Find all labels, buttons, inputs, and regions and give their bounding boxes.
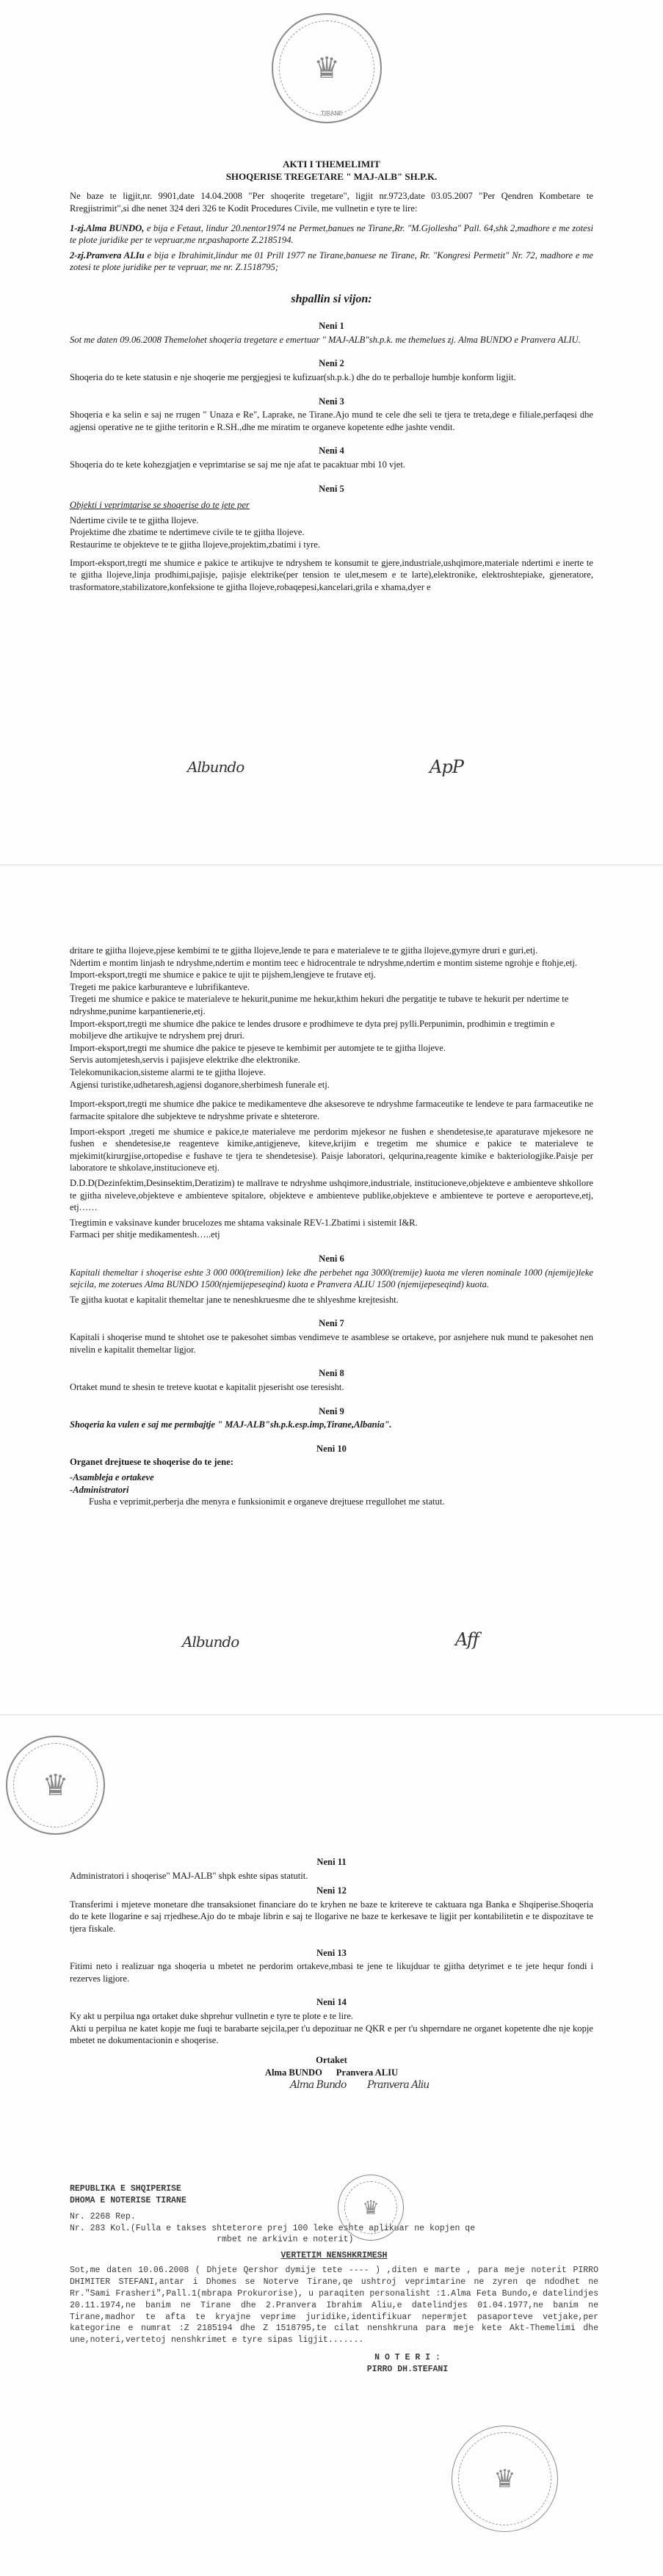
notary-title: VERTETIM NENSHKRIMESH xyxy=(280,2251,388,2261)
article-2-text: Shoqeria do te kete statusin e nje shoqerie me pergjegjesi te kufizuar(sh.p.k.) dhe do te perballoje humbje konform ligjit. xyxy=(70,371,516,382)
activity-line: Import-eksport,tregti me shumice e pakice te ujit te pijshem,lengjeve te frutave etj. xyxy=(70,969,376,980)
signature-alma-bundo: Albundo xyxy=(182,1633,239,1651)
article-10-heading: Neni 10 xyxy=(316,1443,347,1454)
article-12-heading: Neni 12 xyxy=(316,1885,347,1896)
article-9-heading: Neni 9 xyxy=(319,1405,344,1416)
article-14-text-b: Akti u perpilua ne katet kopje me fuqi te barabarte sejcila,per t'u depozituar ne QKR e per t'u shperndare ne organet kopetente dhe nje kopje mbetet ne dokumentacionin e shoqerise. xyxy=(70,2023,593,2046)
article-4-heading: Neni 4 xyxy=(319,445,344,456)
article-5-item: Restaurime te objekteve te te gjitha llojeve,projektim,zbatimi i tyre. xyxy=(70,539,320,550)
article-5-subtitle: Objekti i veprimtarise se shoqerise do te jete per xyxy=(70,500,250,511)
article-6-heading: Neni 6 xyxy=(319,1254,344,1265)
article-10-subtitle: Organet drejtuese te shoqerise do te jene: xyxy=(70,1457,233,1468)
activity-line: dritare te gjitha llojeve,pjese kembimi te te gjitha llojeve,lende te para e materialeve te te gjitha llojeve,gymyre druri e guri,etj. xyxy=(70,945,538,956)
document-subtitle: SHOQERISE TREGETARE " MAJ-ALB" SH.P.K. xyxy=(225,171,438,183)
notary-round-seal-icon: ♛ xyxy=(452,2426,558,2532)
activity-line: Agjensi turistike,udhetaresh,agjensi doganore,sherbimesh funerale etj. xyxy=(70,1079,330,1090)
document-page-3 xyxy=(0,1714,663,2576)
document-page-1 xyxy=(0,0,663,859)
activity-line: Tregeti me shumice e pakice te materialeve te hekurit,punime me hekur,kthim hekuri dhe pergatitje te tubave te hekurit per ndertime te ndryshme,punime karpantienerie,etj. xyxy=(70,994,569,1017)
founder-1-name: 1-zj.Alma BUNDO, xyxy=(70,222,145,233)
intro-paragraph: Ne baze te ligjit,nr. 9901,date 14.04.2008 "Per shoqerite tregetare", ligjit nr.9723,date 03.05.2007 "Per Qendren Kombetare te Rregjistrimit",si dhe nenet 324 deri 326 te Kodit Procedures Civile, me vullnetin e tyre te lire: xyxy=(70,191,593,214)
article-14-heading: Neni 14 xyxy=(316,1997,347,2008)
signature-pranvera-aliu: Aff xyxy=(455,1629,479,1650)
founder-1 xyxy=(70,222,593,247)
article-10-text: Fusha e veprimit,perberja dhe menyra e funksionimit e organeve drejtuese rregullohet me statut. xyxy=(89,1496,445,1507)
pharmacy-line: Farmaci per shitje medikamentesh…..etj xyxy=(70,1229,220,1240)
partners-names: Alma BUNDO Pranvera ALIU xyxy=(264,2067,399,2078)
article-12-text: Transferimi i mjeteve monetare dhe transaksionet financiare do te kryhen ne baze te kritereve te caktuara nga Banka e Shqiperise.Shoqeria do te kete llogarine e saj rrjedhese.Ajo do te mbaje librin e saj te llogarive ne baze te kerkesave te ligjit per kontabilitetin e te dispozitave te tjera fiskale. xyxy=(70,1899,593,1935)
article-3-text: Shoqeria e ka selin e saj ne rrugen " Unaza e Re", Laprake, ne Tirane.Ajo mund te cele dhe seli te tjera te treta,dege e filiale,perfaqesi dhe agjensi operative ne te gjithe teritorin e R.SH.,dhe me miratim te organeve kopetente edhe jashte vendit. xyxy=(70,410,593,432)
notary-kol-number: Nr. 283 Kol.(Fulla e takses shteterore prej 100 leke eshte aplikuar ne kopjen qe xyxy=(70,2223,476,2233)
article-1-text: Sot me daten 09.06.2008 Themelohet shoqeria tregetare e emertuar " MAJ-ALB"sh.p.k. me themelues zj. Alma BUNDO e Pranvera ALIU. xyxy=(70,334,581,345)
notary-body: Sot,me daten 10.06.2008 ( Dhjete Qershor dymije tete ---- ) ,diten e marte , para meje noterit PIRRO DHIMITER STEFANI,antar i Dhomes se Noterve Tirane,qe ushtroj veprimtarine ne zyren qe ndodhet ne Rr."Sami Frasheri",Pall.1(mbrapa Prokurorise), u paraqiten personalisht :1.Alma Feta Bundo,e datelindjes 20.11.1974,ne banim ne Tirane dhe 2.Pranvera Ibrahim Aliu,e datelindjes 01.04.1977,ne banim ne Tirane,madhor te afta te kryajne veprime juridike,identifikuar nepermjet pasaporteve vetjake,per kategorine e numrat :Z 2185194 dhe Z 1518795,te cilat nenshkruna para meje kete Akt-Themelimi dhe une,noteri,vertetoj nenshkrimet e tyre sipas ligjit....... xyxy=(70,2266,598,2346)
article-7-text: Kapitali i shoqerise mund te shtohet ose te pakesohet simbas vendimeve te asamblese se ortakeve, por asnjehere nuk mund te pakesohet nen nivelin e kapitalit themeltar ligjor. xyxy=(70,1332,593,1355)
activity-line: Tregeti me pakice karburanteve e lubrifikanteve. xyxy=(70,981,250,992)
activity-line: Import-eksport,tregti me shumice dhe pakice te pjeseve te kembimit per automjete te te gjitha llojeve. xyxy=(70,1042,446,1053)
article-4-text: Shoqeria do te kete kohezgjatjen e veprimtarise se saj me nje afat te pacaktuar mbi 10 vjet. xyxy=(70,459,406,470)
seal-text: TIRANE xyxy=(321,110,343,117)
article-5-paragraph: Import-eksport,tregti me shumice e pakice te artikujve te ndryshem te konsumit te gjere,industriale,ushqimore,materiale ndertimi e inerte te te gjitha llojeve,linja prodhimi,pajisje, pajisje elektrike(per tension te ulet,mesem e te larte),elektronike, elektroshtepiake, gjeneratore, trasformatore,stabilizatore,konfeksione te gjitha llojeve,robaqepesi,kancelari,grila e xhama,dyer e xyxy=(70,557,593,592)
signature-alma-bundo: Albundo xyxy=(187,758,244,776)
article-5-item: Projektime dhe zbatime te ndertimeve civile te te gjitha llojeve. xyxy=(70,527,305,538)
article-5-item: Ndertime civile te te gjitha llojeve. xyxy=(70,514,199,525)
notary-header-line: DHOMA E NOTERISE TIRANE xyxy=(70,2195,186,2205)
founder-1-details: e bija e Fetaut, lindur 20.nentor1974 ne Permet,banues ne Tirane,Rr. "M.Gjollesha" Pall. 64,shk 2,madhore e me zotesi te plote juridike per te vepruar,me nr,pashaporte Z.2185194. xyxy=(70,222,593,246)
notary-name: PIRRO DH.STEFANI xyxy=(366,2365,449,2375)
signature-pranvera-aliu: ApP xyxy=(430,757,463,777)
pharma-paragraph: Import-eksport,tregti me shumice dhe pakice te medikamenteve dhe aksesoreve te ndryshme farmaceutike te lendeve te para farmaceutike ne farmacite spitalore dhe subjekteve te ndryshme private e shteterore. xyxy=(70,1099,593,1121)
medical-paragraph: Import-eksport ,tregeti me shumice e pakice,te materialeve me perdorim mjekesor ne fushen e shendetesise,te aparaturave mjekesore ne fushen e shendetesise,te reagenteve kimike,antigjeneve, kiteve,krijim e tregetim me shumice e pakice te materialeve te mjekimit(kirurgjise,ortopedise e fushave te tjera te shendetesise). Paisje laboratori, qelqurina,reagente kimike e bakteriologjike.Paisje per laboratore te shkolave,institucioneve etj. xyxy=(70,1126,593,1174)
declaration-heading: shpallin si vijon: xyxy=(291,292,372,305)
vaccine-line: Tregtimin e vaksinave kunder brucelozes me shtama vaksinale REV-1.Zbatimi i sistemit I&R. xyxy=(70,1217,418,1228)
article-11-text: Administratori i shoqerise" MAJ-ALB" shpk eshte sipas statutit. xyxy=(70,1870,308,1881)
document-title: AKTI I THEMELIMIT xyxy=(283,159,380,170)
article-13-heading: Neni 13 xyxy=(316,1947,347,1958)
article-10-administrator: -Administratori xyxy=(70,1484,129,1495)
notary-rep-number: Nr. 2268 Rep. xyxy=(70,2211,136,2222)
activity-line: Servis automjetesh,servis i pajisjeve elektrike dhe elektronike. xyxy=(70,1055,301,1066)
article-7-heading: Neni 7 xyxy=(319,1318,344,1329)
activity-line: Telekomunikacion,sisteme alarmi te te gjitha llojeve. xyxy=(70,1067,266,1078)
signature-alma-bundo: Alma Bundo xyxy=(290,2079,347,2092)
article-5-heading: Neni 5 xyxy=(319,483,344,494)
article-14-text-a: Ky akt u perpilua nga ortaket duke shprehur vullnetin e tyre te plote e te lire. xyxy=(70,2011,354,2022)
article-3-heading: Neni 3 xyxy=(319,396,344,407)
notary-certification xyxy=(70,2183,598,2493)
article-10-assembly: -Asambleja e ortakeve xyxy=(70,1471,154,1482)
article-11-heading: Neni 11 xyxy=(316,1857,347,1867)
activity-line: Ndertim e montim linjash te ndryshme,ndertim e montim teec e hidrocentrale te ndryshme,ndertim e montim sisteme ngrohje e ftohje,etj. xyxy=(70,957,578,968)
ddd-paragraph: D.D.D(Dezinfektim,Desinsektim,Deratizim) te mallrave te ndryshme ushqimore,industriale, institucioneve,objekteve e ambienteve shkollore te gjitha niveleve,objekteve e ambienteve spitalore, objekteve e ambienteve publike,objekteve e ambienteve te porteve e aeroporteve,etj, etj…… xyxy=(70,1177,593,1213)
document-page-2 xyxy=(0,865,663,1709)
article-13-text: Fitimi neto i realizuar nga shoqeria u mbetet ne perdorim ortakeve,mbasi te jene te likujduar te gjitha detyrimet e te jete hequr fondi i rezerves ligjore. xyxy=(70,1961,593,1984)
article-6-text-b: Te gjitha kuotat e kapitalit themeltar jane te neneshkruesme dhe te shlyeshme krejtesisht. xyxy=(70,1294,399,1305)
notary-archive-note: rmbet ne arkivin e noterit) xyxy=(70,2235,354,2245)
founder-2 xyxy=(70,250,593,274)
notary-seal-icon: ♛ xyxy=(6,1736,105,1835)
activity-line: Import-eksport,tregti me shumice dhe pakice te lendes drusore e prodhimeve te dyta prej pylli.Perpunimin, prodhimin e tregtimin e mobiljeve dhe artikujve te ndryshem prej druri. xyxy=(70,1018,555,1041)
notary-stamp-icon: ♛ xyxy=(338,2175,404,2241)
notary-header-line: REPUBLIKA E SHQIPERISE xyxy=(70,2184,181,2194)
article-8-heading: Neni 8 xyxy=(319,1368,344,1379)
founder-2-name: 2-zj.Pranvera ALIu xyxy=(70,250,145,261)
article-1-heading: Neni 1 xyxy=(319,321,344,332)
notary-signature-label: N O T E R I : xyxy=(374,2353,441,2363)
article-6-text: Kapitali themeltar i shoqerise eshte 3 000 000(tremilion) leke dhe perbehet nga 3000(tremije) kuota me vleren nominale 1000 (njemije)leke sejcila, me zoterues Alma BUNDO 1500(njemijepeseqind) kuota e Pranvera ALIU 1500 (njemijepeseqind) kuota. xyxy=(70,1267,593,1290)
article-2-heading: Neni 2 xyxy=(319,358,344,369)
partners-label: Ortaket xyxy=(316,2054,347,2065)
notary-seal-icon: ♛ xyxy=(272,13,382,123)
article-8-text: Ortaket mund te shesin te treteve kuotat e kapitalit pjeserisht ose teresisht. xyxy=(70,1381,344,1392)
article-9-text: Shoqeria ka vulen e saj me permbajtje " MAJ-ALB"sh.p.k.esp.imp,Tirane,Albania". xyxy=(70,1419,392,1430)
signature-pranvera-aliu: Pranvera Aliu xyxy=(367,2079,430,2092)
founder-2-details: e bija e Ibrahimit,lindur me 01 Prill 1977 ne Tirane,banuese ne Tirane, Rr. "Kongresi Permetit" Nr. 72, madhore e me zotesi te plote juridike per te vepruar, me nr. Z.1518795; xyxy=(70,250,594,273)
